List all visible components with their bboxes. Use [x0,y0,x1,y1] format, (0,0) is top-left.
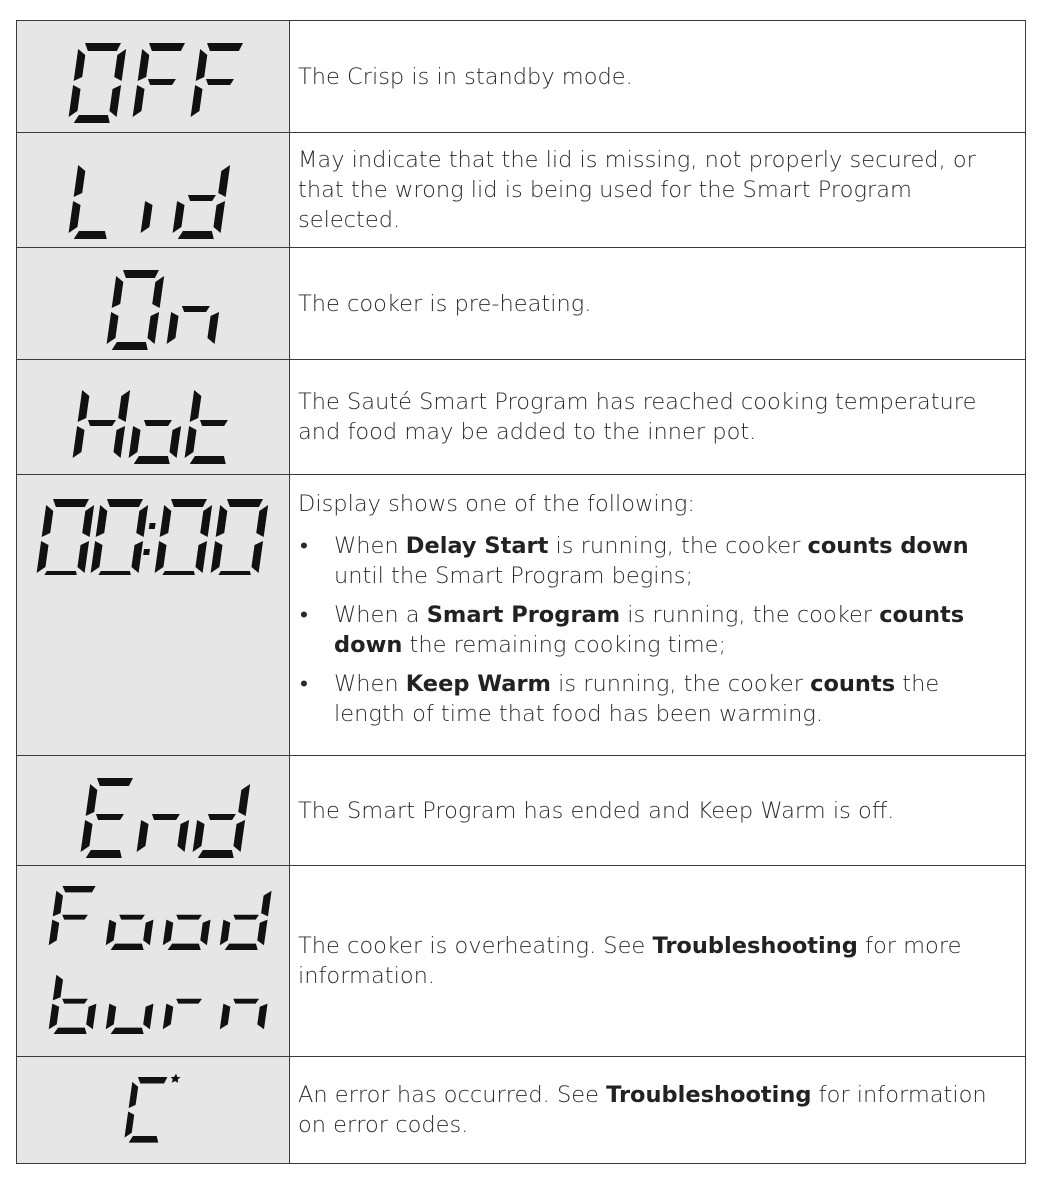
table-row [17,1057,1026,1164]
bullet-list [298,531,1017,729]
row-description: The Crisp is in standby mode. [290,21,1026,133]
row-description: An error has occurred. See Troubleshooting for information on error codes. [290,1057,1026,1164]
lcd-display-error-code [17,1057,290,1164]
lcd-display-off [17,21,290,133]
row-description [290,475,1026,756]
table-row [17,133,1026,248]
lcd-display-hot [17,360,290,475]
display-messages-table [16,20,1026,1164]
table-row [17,475,1026,756]
table-row [17,360,1026,475]
row-description: The cooker is overheating. See Troubleshooting for more information. [290,866,1026,1057]
list-item: • When a Smart Program is running, the cooker counts down the remaining cooking time; [334,600,1017,660]
row-description: The Smart Program has ended and Keep Warm is off. [290,756,1026,866]
lcd-display-lid [17,133,290,248]
lcd-display-food-burn [17,866,290,1057]
lcd-display-on [17,248,290,360]
row-description: The cooker is pre-heating. [290,248,1026,360]
table-row [17,248,1026,360]
list-item: • When Delay Start is running, the cooker counts down until the Smart Program begins; [334,531,1017,591]
row-description: May indicate that the lid is missing, not properly secured, or that the wrong lid is being used for the Smart Program selected. [290,133,1026,248]
list-item: • When Keep Warm is running, the cooker counts the length of time that food has been warming. [334,669,1017,729]
list-lead: Display shows one of the following: [298,491,696,517]
row-description: The Sauté Smart Program has reached cooking temperature and food may be added to the inner pot. [290,360,1026,475]
table-row [17,21,1026,133]
table-row [17,756,1026,866]
lcd-display-time [17,475,290,756]
table-row [17,866,1026,1057]
lcd-display-end [17,756,290,866]
